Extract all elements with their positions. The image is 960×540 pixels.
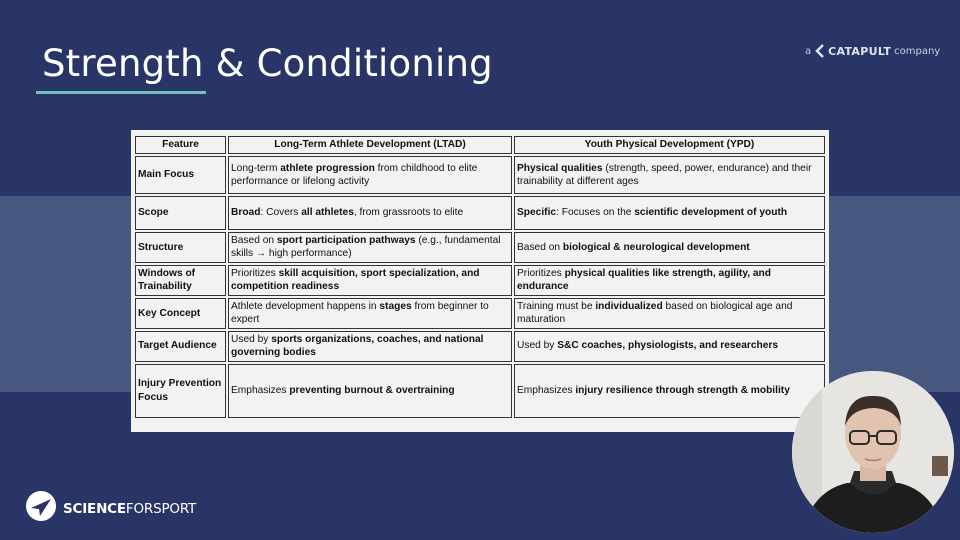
table-row bbox=[135, 298, 825, 329]
ypd-cell bbox=[514, 156, 825, 194]
cell-text: Based on bbox=[231, 235, 277, 246]
cell-text: preventing burnout & overtraining bbox=[289, 384, 455, 396]
presenter-webcam bbox=[792, 371, 954, 533]
table-row bbox=[135, 232, 825, 263]
header-feature: Feature bbox=[135, 136, 226, 154]
partner-brand: CATAPULT bbox=[828, 44, 892, 58]
table-row bbox=[135, 156, 825, 194]
cell-text: (strength, speed, power, endurance) and their trainability at different ages bbox=[517, 162, 812, 187]
feature-cell: Injury Prevention Focus bbox=[135, 364, 226, 418]
ypd-cell bbox=[514, 196, 825, 230]
ypd-cell bbox=[514, 265, 825, 296]
cell-text: Emphasizes bbox=[517, 384, 576, 396]
partner-suffix: company bbox=[894, 45, 941, 57]
ypd-cell bbox=[514, 331, 825, 362]
cell-text: Emphasizes bbox=[231, 384, 290, 396]
partner-prefix: a bbox=[805, 45, 812, 57]
cell-text: Prioritizes bbox=[231, 267, 279, 279]
partner-badge bbox=[805, 44, 940, 58]
table-row bbox=[135, 331, 825, 362]
title-underline bbox=[36, 91, 206, 94]
ypd-cell bbox=[514, 232, 825, 263]
table-header-row bbox=[135, 136, 825, 154]
cell-text: physical qualities like strength, agility, and endurance bbox=[517, 267, 772, 293]
cell-text: biological & neurological development bbox=[562, 241, 750, 253]
cell-text: Used by bbox=[231, 333, 272, 345]
cell-text: scientific development of youth bbox=[634, 207, 788, 219]
feature-cell: Key Concept bbox=[135, 298, 226, 329]
table-row bbox=[135, 265, 825, 296]
header-ypd: Youth Physical Development (YPD) bbox=[514, 136, 825, 154]
cell-text: skill acquisition, sport specialization, and competition readiness bbox=[231, 267, 480, 293]
cell-text: : Covers bbox=[260, 207, 302, 219]
feature-cell: Scope bbox=[135, 196, 226, 230]
ltad-cell bbox=[228, 364, 512, 418]
cell-text: : Focuses on the bbox=[556, 207, 635, 219]
cell-text: Broad bbox=[231, 207, 261, 219]
comparison-table-panel bbox=[131, 130, 829, 432]
ltad-cell bbox=[228, 265, 512, 296]
cell-text: Athlete development happens in bbox=[231, 300, 380, 312]
ypd-cell bbox=[514, 364, 825, 418]
ltad-cell bbox=[228, 298, 512, 329]
cell-text: all athletes bbox=[301, 207, 354, 219]
cell-text: based on biological age and maturation bbox=[517, 300, 793, 326]
cell-text: individualized bbox=[595, 300, 663, 312]
cell-text: Prioritizes bbox=[517, 267, 565, 279]
feature-cell: Structure bbox=[135, 232, 226, 263]
ltad-cell bbox=[228, 331, 512, 362]
cell-text: Physical qualities bbox=[517, 162, 603, 174]
table-row bbox=[135, 196, 825, 230]
logo-icon bbox=[25, 490, 57, 527]
logo-text: SCIENCEFORSPORT bbox=[63, 500, 197, 517]
comparison-table bbox=[133, 134, 827, 420]
cell-text: , from grassroots to elite bbox=[353, 207, 464, 219]
header-ltad: Long-Term Athlete Development (LTAD) bbox=[228, 136, 512, 154]
cell-text: Used by bbox=[517, 340, 558, 352]
cell-text: Based on bbox=[517, 241, 563, 253]
cell-text: stages bbox=[379, 300, 412, 312]
catapult-icon bbox=[814, 44, 826, 58]
cell-text: athlete progression bbox=[280, 162, 375, 174]
table-row bbox=[135, 364, 825, 418]
ltad-cell bbox=[228, 156, 512, 194]
slide-title: Strength & Conditioning bbox=[42, 42, 493, 85]
cell-text: from childhood to elite performance or lifelong activity bbox=[231, 162, 478, 187]
feature-cell: Windows of Trainability bbox=[135, 265, 226, 296]
presenter-image bbox=[792, 371, 954, 533]
cell-text: from beginner to expert bbox=[231, 300, 489, 326]
ltad-cell bbox=[228, 196, 512, 230]
ltad-cell bbox=[228, 232, 512, 263]
cell-text: Training must be bbox=[517, 300, 596, 312]
cell-text: injury resilience through strength & mobility bbox=[575, 384, 790, 396]
feature-cell: Target Audience bbox=[135, 331, 226, 362]
feature-cell: Main Focus bbox=[135, 156, 226, 194]
cell-text: sports organizations, coaches, and national governing bodies bbox=[231, 333, 484, 359]
cell-text: S&C coaches, physiologists, and researchers bbox=[557, 340, 779, 352]
cell-text: (e.g., fundamental skills → high performance) bbox=[231, 235, 501, 260]
cell-text: sport participation pathways bbox=[276, 235, 416, 246]
science-for-sport-logo bbox=[25, 490, 196, 527]
cell-text: Long-term bbox=[231, 162, 281, 174]
cell-text: Specific bbox=[517, 207, 557, 219]
ypd-cell bbox=[514, 298, 825, 329]
